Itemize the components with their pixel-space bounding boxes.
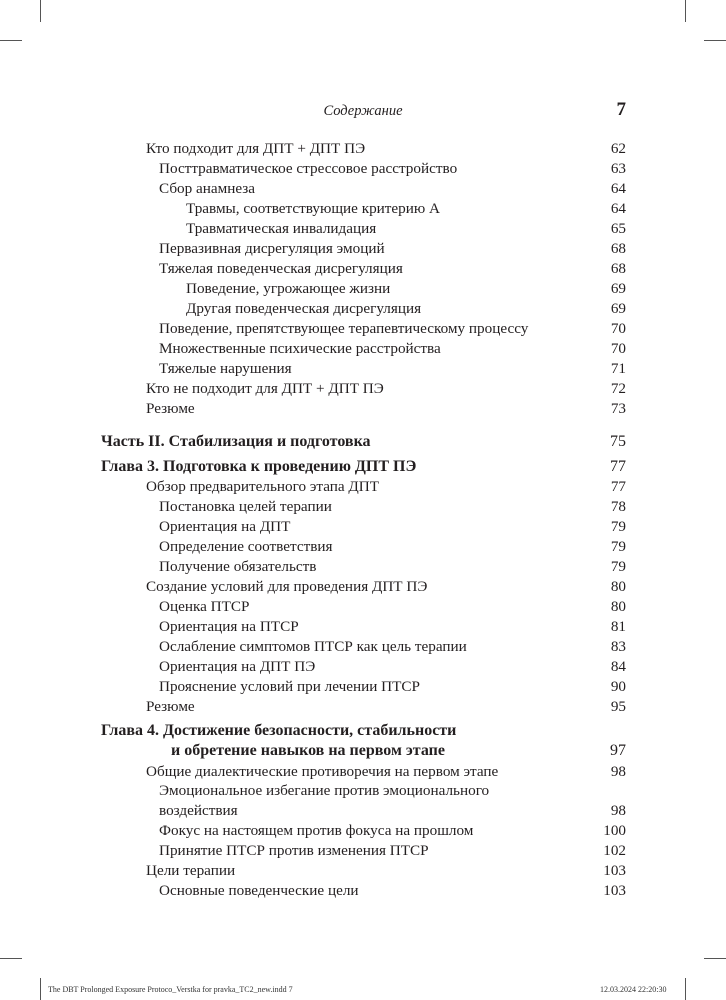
toc-entry-page: 78: [610, 498, 626, 515]
toc-entry-page: 80: [610, 578, 626, 595]
toc-entry: [0, 597, 726, 617]
toc-entry-title: Резюме: [146, 698, 195, 715]
toc-entry-title: Сбор анамнеза: [159, 180, 256, 197]
toc-entry: [0, 762, 726, 782]
toc-entry-page: 98: [610, 763, 626, 780]
toc-entry: [0, 781, 726, 801]
toc-entry-page: 103: [603, 882, 626, 899]
toc-entry: [0, 219, 726, 239]
toc-entry-page: 102: [603, 842, 626, 859]
toc-entry-title: Поведение, угрожающее жизни: [186, 280, 391, 297]
toc-entry-title: Посттравматическое стрессовое расстройство: [159, 160, 458, 177]
toc-entry: [0, 159, 726, 179]
toc-part-heading: [0, 432, 726, 452]
toc-entry: [0, 861, 726, 881]
toc-chapter-heading: [0, 721, 726, 741]
toc-entry: [0, 821, 726, 841]
toc-entry-page: 70: [610, 320, 626, 337]
toc-entry-page: 100: [603, 822, 626, 839]
toc-entry: [0, 517, 726, 537]
toc-entry-title: Поведение, препятствующее терапевтическому процессу: [159, 320, 529, 337]
crop-mark: [0, 958, 22, 959]
toc-entry-title: Ориентация на ДПТ ПЭ: [159, 658, 316, 675]
toc-entry-title: Глава 3. Подготовка к проведению ДПТ ПЭ: [101, 458, 417, 475]
toc-entry: [0, 299, 726, 319]
toc-entry-title: Ориентация на ПТСР: [159, 618, 299, 635]
crop-mark: [685, 978, 686, 1000]
toc-entry: [0, 657, 726, 677]
crop-mark: [704, 958, 726, 959]
toc-entry: [0, 557, 726, 577]
crop-mark: [40, 0, 41, 22]
toc-entry-page: 65: [610, 220, 626, 237]
toc-entry-page: 75: [610, 433, 626, 450]
toc-entry-page: 69: [610, 300, 626, 317]
toc-entry-title: Общие диалектические противоречия на первом этапе: [146, 763, 499, 780]
toc-entry: [0, 259, 726, 279]
toc-entry: [0, 239, 726, 259]
toc-entry-page: 68: [610, 240, 626, 257]
toc-entry-title: Резюме: [146, 400, 195, 417]
toc-entry-continued: [0, 801, 726, 821]
toc-entry-title: Создание условий для проведения ДПТ ПЭ: [146, 578, 428, 595]
toc-entry: [0, 617, 726, 637]
toc-entry-page: 90: [610, 678, 626, 695]
toc-entry-page: 84: [610, 658, 626, 675]
toc-entry: [0, 319, 726, 339]
toc-entry-page: 70: [610, 340, 626, 357]
toc-entry-page: 69: [610, 280, 626, 297]
toc-entry-page: 63: [610, 160, 626, 177]
toc-entry-page: 79: [610, 558, 626, 575]
toc-entry-page: 68: [610, 260, 626, 277]
toc-entry: [0, 537, 726, 557]
toc-entry-title: Другая поведенческая дисрегуляция: [186, 300, 422, 317]
toc-chapter-heading: [0, 457, 726, 477]
toc-entry: [0, 199, 726, 219]
crop-mark: [704, 40, 726, 41]
toc-entry-title: Эмоциональное избегание против эмоционального: [159, 782, 490, 799]
toc-entry-title: Множественные психические расстройства: [159, 340, 441, 357]
toc-entry-title: Травмы, соответствующие критерию А: [186, 200, 441, 217]
toc-entry-page: 64: [610, 200, 626, 217]
toc-entry-title: Прояснение условий при лечении ПТСР: [159, 678, 420, 695]
toc-entry-title: Определение соответствия: [159, 538, 333, 555]
toc-entry-title: Тяжелая поведенческая дисрегуляция: [159, 260, 403, 277]
toc-entry: [0, 179, 726, 199]
toc-entry-title: Цели терапии: [146, 862, 236, 879]
toc-entry-page: 98: [610, 802, 626, 819]
toc-entry-page: 64: [610, 180, 626, 197]
page-number: 7: [616, 99, 626, 120]
toc-entry-title: Часть II. Стабилизация и подготовка: [101, 433, 371, 450]
toc-entry: [0, 577, 726, 597]
toc-entry-title: Обзор предварительного этапа ДПТ: [146, 478, 380, 495]
toc-entry: [0, 841, 726, 861]
toc-entry-title: воздействия: [159, 802, 238, 819]
toc-entry: [0, 697, 726, 717]
toc-entry: [0, 139, 726, 159]
toc-entry-title: Кто подходит для ДПТ + ДПТ ПЭ: [146, 140, 366, 157]
toc-entry: [0, 399, 726, 419]
toc-entry-title: Глава 4. Достижение безопасности, стабильности: [101, 722, 457, 739]
toc-entry-title: Тяжелые нарушения: [159, 360, 292, 377]
toc-entry: [0, 477, 726, 497]
toc-entry-title: Оценка ПТСР: [159, 598, 250, 615]
crop-mark: [0, 40, 22, 41]
toc-chapter-heading-continued: [0, 741, 726, 761]
toc-entry-title: Фокус на настоящем против фокуса на прошлом: [159, 822, 474, 839]
toc-entry-page: 71: [610, 360, 626, 377]
toc-entry: [0, 339, 726, 359]
toc-entry-page: 81: [610, 618, 626, 635]
print-slug-timestamp: 12.03.2024 22:20:30: [600, 985, 667, 994]
toc-entry: [0, 359, 726, 379]
toc-entry-page: 77: [610, 478, 626, 495]
toc-entry-page: 79: [610, 538, 626, 555]
toc-entry-page: 103: [603, 862, 626, 879]
running-title: Содержание: [323, 103, 403, 119]
toc-entry-page: 73: [610, 400, 626, 417]
toc-entry-page: 97: [610, 742, 626, 759]
toc-entry-title: Кто не подходит для ДПТ + ДПТ ПЭ: [146, 380, 384, 397]
toc-entry: [0, 379, 726, 399]
toc-entry: [0, 637, 726, 657]
toc-entry-page: 62: [610, 140, 626, 157]
toc-entry-page: 72: [610, 380, 626, 397]
toc-entry-page: 79: [610, 518, 626, 535]
toc-entry: [0, 497, 726, 517]
toc-entry-title: Травматическая инвалидация: [186, 220, 377, 237]
toc-entry-title: Ориентация на ДПТ: [159, 518, 291, 535]
toc-entry-page: 83: [610, 638, 626, 655]
crop-mark: [685, 0, 686, 22]
toc-entry: [0, 677, 726, 697]
crop-mark: [40, 978, 41, 1000]
toc-entry-page: 80: [610, 598, 626, 615]
print-slug-filename: The DBT Prolonged Exposure Protoco_Verstka for pravka_TC2_new.indd 7: [48, 985, 293, 994]
toc-entry: [0, 279, 726, 299]
toc-entry-page: 95: [610, 698, 626, 715]
toc-entry-title: Первазивная дисрегуляция эмоций: [159, 240, 385, 257]
toc-entry-title: Ослабление симптомов ПТСР как цель терапии: [159, 638, 467, 655]
toc-entry-title: Постановка целей терапии: [159, 498, 332, 515]
toc-entry-title: и обретение навыков на первом этапе: [171, 742, 445, 759]
toc-entry-title: Принятие ПТСР против изменения ПТСР: [159, 842, 429, 859]
toc-entry: [0, 881, 726, 901]
toc-entry-title: Основные поведенческие цели: [159, 882, 359, 899]
toc-entry-title: Получение обязательств: [159, 558, 317, 575]
toc-entry-page: 77: [610, 458, 626, 475]
